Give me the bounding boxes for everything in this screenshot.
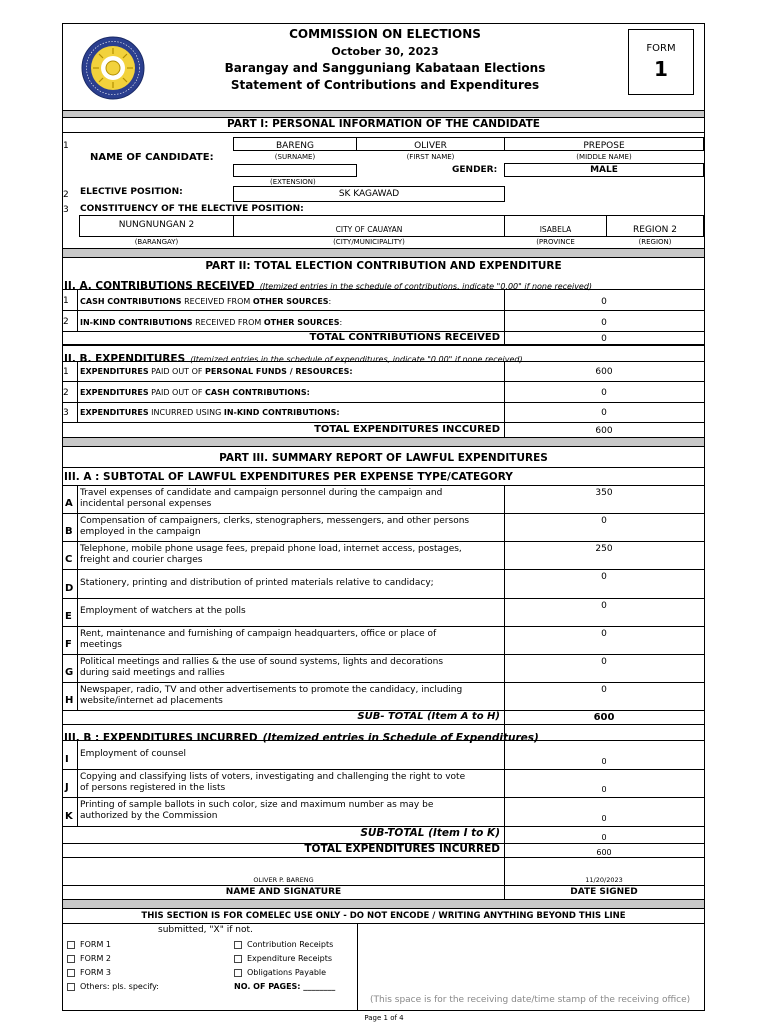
- form-label: FORM: [646, 43, 676, 54]
- name-signature-label: NAME AND SIGNATURE: [225, 887, 342, 897]
- signature-date: 11/20/2023: [585, 876, 623, 884]
- constituency-label: CONSTITUENCY OF THE ELECTIVE POSITION:: [80, 204, 304, 214]
- total-expenditures-value: 600: [595, 426, 613, 436]
- checkbox-label: FORM 2: [80, 954, 111, 963]
- subtotal-a-h-value: 600: [593, 712, 615, 723]
- description-line: Stationery, printing and distribution of printed materials relative to candidacy;: [80, 577, 434, 588]
- subtotal-i-k-label: SUB-TOTAL (Item I to K): [360, 827, 500, 839]
- category-value: 0: [601, 757, 607, 766]
- inkind-expenditures-value: 0: [601, 408, 607, 418]
- total-expenditures-label: TOTAL EXPENDITURES INCCURED: [314, 424, 500, 435]
- description-line: Rent, maintenance and furnishing of campaign headquarters, office or place of: [80, 629, 437, 639]
- label-tail: :: [339, 318, 343, 327]
- label-mid: PAID OUT OF: [148, 388, 206, 397]
- total-contributions-value: 0: [601, 334, 607, 344]
- part3-title: PART III. SUMMARY REPORT OF LAWFUL EXPENDITURES: [219, 452, 548, 464]
- checkbox-icon: [234, 969, 242, 977]
- total-incurred-label: TOTAL EXPENDITURES INCURRED: [304, 843, 500, 855]
- middle-name-caption: (MIDDLE NAME): [576, 153, 632, 161]
- statement-title: Statement of Contributions and Expenditures: [230, 78, 540, 92]
- form-number-box: [628, 29, 694, 95]
- page-number: Page 1 of 4: [364, 1014, 404, 1022]
- barangay-value: NUNGNUNGAN 2: [118, 220, 195, 230]
- label-mid: RECEIVED FROM: [181, 297, 253, 306]
- region-value: REGION 2: [633, 225, 677, 235]
- total-incurred-value: 600: [596, 848, 612, 857]
- category-value: 0: [601, 657, 607, 667]
- row-divider: [62, 626, 705, 627]
- part3b-note: (Itemized entries in Schedule of Expenditures): [262, 732, 539, 744]
- category-letter: E: [65, 611, 72, 622]
- description-line: website/internet ad placements: [80, 696, 223, 706]
- label-bold: CASH CONTRIBUTIONS: [80, 297, 182, 306]
- category-value: 0: [601, 785, 607, 794]
- category-letter: B: [65, 526, 73, 537]
- description-line: Printing of sample ballots in such color, size and maximum number as may be: [80, 800, 434, 810]
- checkbox-icon: [67, 983, 75, 991]
- category-letter: K: [65, 811, 73, 822]
- checkbox-form2[interactable]: [67, 954, 111, 963]
- row-divider: [62, 598, 705, 599]
- gender-value: MALE: [590, 165, 618, 175]
- row-divider: [62, 797, 705, 798]
- category-letter: H: [65, 695, 74, 706]
- checkbox-icon: [67, 955, 75, 963]
- row-label: [80, 318, 342, 327]
- part2b-title: II. B. EXPENDITURES: [64, 353, 186, 365]
- category-description: [80, 516, 504, 538]
- category-description: [80, 488, 504, 510]
- category-value: 0: [601, 516, 607, 526]
- row-divider: [62, 682, 705, 683]
- extension-caption: (EXTENSION): [270, 178, 316, 186]
- description-line: authorized by the Commission: [80, 811, 218, 821]
- category-description: [80, 606, 504, 617]
- agency-title: COMMISSION ON ELECTIONS: [289, 27, 481, 41]
- part2a-heading: [64, 274, 592, 293]
- row-number: 1: [63, 367, 69, 377]
- name-label: NAME OF CANDIDATE:: [90, 152, 214, 163]
- category-value: 0: [601, 572, 607, 582]
- category-description: [80, 544, 504, 566]
- label-bold: IN-KIND CONTRIBUTIONS:: [223, 408, 340, 417]
- label-bold: IN-KIND CONTRIBUTIONS: [80, 318, 193, 327]
- checkbox-contribution-receipts[interactable]: [234, 940, 333, 949]
- description-line: meetings: [80, 640, 122, 650]
- category-description: [80, 772, 504, 794]
- checkbox-expenditure-receipts[interactable]: [234, 954, 332, 963]
- label-mid: PAID OUT OF: [148, 367, 206, 376]
- subtotal-a-h-label: SUB- TOTAL (Item A to H): [357, 711, 500, 722]
- description-line: freight and courier charges: [80, 555, 203, 565]
- cash-expenditures-value: 0: [601, 388, 607, 398]
- label-bold: EXPENDITURES: [80, 408, 149, 417]
- extension-field: [233, 164, 357, 177]
- part2b-note: (Itemized entries in the schedule of expenditures, indicate "0.00" if none received): [190, 355, 523, 364]
- description-line: Employment of counsel: [80, 748, 187, 759]
- row-number: 2: [63, 388, 69, 398]
- comelec-instruction: submitted, "X" if not.: [158, 925, 253, 935]
- position-label: ELECTIVE POSITION:: [80, 187, 183, 197]
- label-bold: CASH CONTRIBUTIONS:: [205, 388, 310, 397]
- category-description: [80, 578, 504, 589]
- label-bold: OTHER SOURCES: [252, 297, 329, 306]
- region-caption: (REGION): [638, 238, 672, 246]
- category-description: [80, 800, 504, 822]
- gray-divider: [63, 900, 704, 908]
- total-contributions-label: TOTAL CONTRIBUTIONS RECEIVED: [309, 332, 500, 343]
- part3b-heading: [64, 726, 539, 745]
- item-number: 2: [63, 190, 69, 200]
- label-bold: OTHER SOURCES: [263, 318, 340, 327]
- category-description: [80, 749, 504, 760]
- checkbox-label: FORM 1: [80, 940, 111, 949]
- part3b-title: III. B : EXPENDITURES INCURRED: [64, 732, 258, 744]
- surname-caption: (SURNAME): [274, 153, 316, 161]
- part2-title: PART II: TOTAL ELECTION CONTRIBUTION AND EXPENDITURE: [205, 260, 562, 272]
- personal-funds-value: 600: [595, 367, 613, 377]
- position-value: SK KAGAWAD: [338, 189, 400, 199]
- checkbox-label: FORM 3: [80, 968, 111, 977]
- category-value: 0: [601, 629, 607, 639]
- row-label: [80, 388, 310, 397]
- part2a-note: (Itemized entries in the schedule of contributions, indicate "0.00" if none received): [259, 282, 593, 291]
- label-tail: :: [328, 297, 332, 306]
- category-letter: G: [65, 667, 74, 678]
- province-caption: (PROVINCE: [536, 238, 575, 246]
- description-line: during said meetings and rallies: [80, 668, 225, 678]
- row-divider: [62, 541, 705, 542]
- row-divider: [62, 569, 705, 570]
- description-line: Travel expenses of candidate and campaign personnel during the campaign and: [80, 488, 443, 498]
- category-description: [80, 629, 504, 651]
- category-value: 350: [595, 488, 613, 498]
- stamp-note: (This space is for the receiving date/time stamp of the receiving office): [370, 995, 691, 1005]
- checkbox-others[interactable]: [67, 982, 159, 991]
- description-line: Compensation of campaigners, clerks, stenographers, messengers, and other persons: [80, 516, 470, 526]
- barangay-caption: (BARANGAY): [134, 238, 179, 246]
- row-number: 3: [63, 408, 69, 418]
- description-line: employed in the campaign: [80, 527, 201, 537]
- middle-name-value: PREPOSE: [583, 141, 625, 151]
- label-bold: PERSONAL FUNDS / RESOURCES:: [205, 367, 353, 376]
- description-line: Political meetings and rallies & the use of sound systems, lights and decorations: [80, 657, 444, 667]
- category-letter: J: [65, 782, 69, 793]
- election-date: October 30, 2023: [331, 45, 439, 58]
- checkbox-icon: [67, 969, 75, 977]
- category-letter: A: [65, 498, 73, 509]
- comelec-seal: [80, 35, 146, 101]
- checkbox-obligations-payable[interactable]: [234, 968, 326, 977]
- gray-divider: [63, 110, 704, 117]
- inkind-contributions-value: 0: [601, 318, 607, 328]
- description-line: Employment of watchers at the polls: [80, 606, 246, 616]
- checkbox-label: Obligations Payable: [247, 968, 327, 977]
- checkbox-icon: [67, 941, 75, 949]
- first-name-caption: (FIRST NAME): [406, 153, 455, 161]
- signatory-name: OLIVER P. BARENG: [253, 876, 314, 884]
- row-divider: [62, 513, 705, 514]
- row-number: 1: [63, 296, 69, 306]
- checkbox-icon: [234, 955, 242, 963]
- part2a-title: II. A. CONTRIBUTIONS RECEIVED: [64, 280, 255, 292]
- form-number: 1: [654, 57, 668, 81]
- checkbox-label: Contribution Receipts: [247, 940, 334, 949]
- category-value: 0: [601, 685, 607, 695]
- description-line: incidental personal expenses: [80, 499, 212, 509]
- category-description: [80, 685, 504, 707]
- gray-divider: [63, 249, 704, 257]
- label-bold: EXPENDITURES: [80, 388, 149, 397]
- category-value: 250: [595, 544, 613, 554]
- part1-title: PART I: PERSONAL INFORMATION OF THE CANDIDATE: [227, 118, 540, 130]
- description-line: Copying and classifying lists of voters, investigating and challenging the right to vote: [80, 772, 466, 782]
- checkbox-label: Others: pls. specify:: [80, 982, 159, 991]
- row-label: [80, 367, 353, 376]
- category-value: 0: [601, 601, 607, 611]
- category-letter: I: [65, 754, 69, 765]
- category-value: 0: [601, 814, 607, 823]
- subtotal-i-k-value: 0: [601, 833, 607, 842]
- pages-count-label: NO. OF PAGES: ________: [234, 982, 336, 991]
- description-line: of persons registered in the lists: [80, 783, 226, 793]
- gender-label: GENDER:: [452, 165, 498, 175]
- date-signed-label: DATE SIGNED: [570, 887, 638, 897]
- row-divider: [62, 654, 705, 655]
- category-letter: F: [65, 639, 72, 650]
- row-label: [80, 297, 331, 306]
- cash-contributions-value: 0: [601, 297, 607, 307]
- part3a-title: III. A : SUBTOTAL OF LAWFUL EXPENDITURES PER EXPENSE TYPE/CATEGORY: [64, 471, 513, 483]
- checkbox-form1[interactable]: [67, 940, 111, 949]
- checkbox-label: Expenditure Receipts: [247, 954, 332, 963]
- row-number: 2: [63, 317, 69, 327]
- city-value: CITY OF CAUAYAN: [335, 225, 403, 234]
- category-letter: D: [65, 583, 74, 594]
- category-description: [80, 657, 504, 679]
- checkbox-form3[interactable]: [67, 968, 111, 977]
- comelec-use-title: THIS SECTION IS FOR COMELEC USE ONLY - DO NOT ENCODE / WRITING ANYTHING BEYOND THIS LINE: [141, 911, 626, 921]
- label-mid: INCURRED USING: [148, 408, 224, 417]
- city-caption: (CITY/MUNICIPALITY): [333, 238, 405, 246]
- first-name-value: OLIVER: [414, 141, 447, 151]
- category-letter: C: [65, 554, 73, 565]
- item-number: 3: [63, 205, 69, 215]
- part2b-heading: [64, 347, 523, 366]
- row-divider: [62, 769, 705, 770]
- checkbox-icon: [234, 941, 242, 949]
- surname-value: BARENG: [276, 141, 314, 151]
- description-line: Newspaper, radio, TV and other advertisements to promote the candidacy, including: [80, 685, 463, 695]
- label-mid: RECEIVED FROM: [192, 318, 264, 327]
- item-number: 1: [63, 141, 69, 151]
- description-line: Telephone, mobile phone usage fees, prepaid phone load, internet access, postages,: [80, 544, 462, 554]
- label-bold: EXPENDITURES: [80, 367, 149, 376]
- row-label: [80, 408, 340, 417]
- gray-divider: [63, 438, 704, 446]
- province-value: ISABELA: [539, 225, 572, 234]
- election-name: Barangay and Sangguniang Kabataan Elections: [224, 61, 546, 75]
